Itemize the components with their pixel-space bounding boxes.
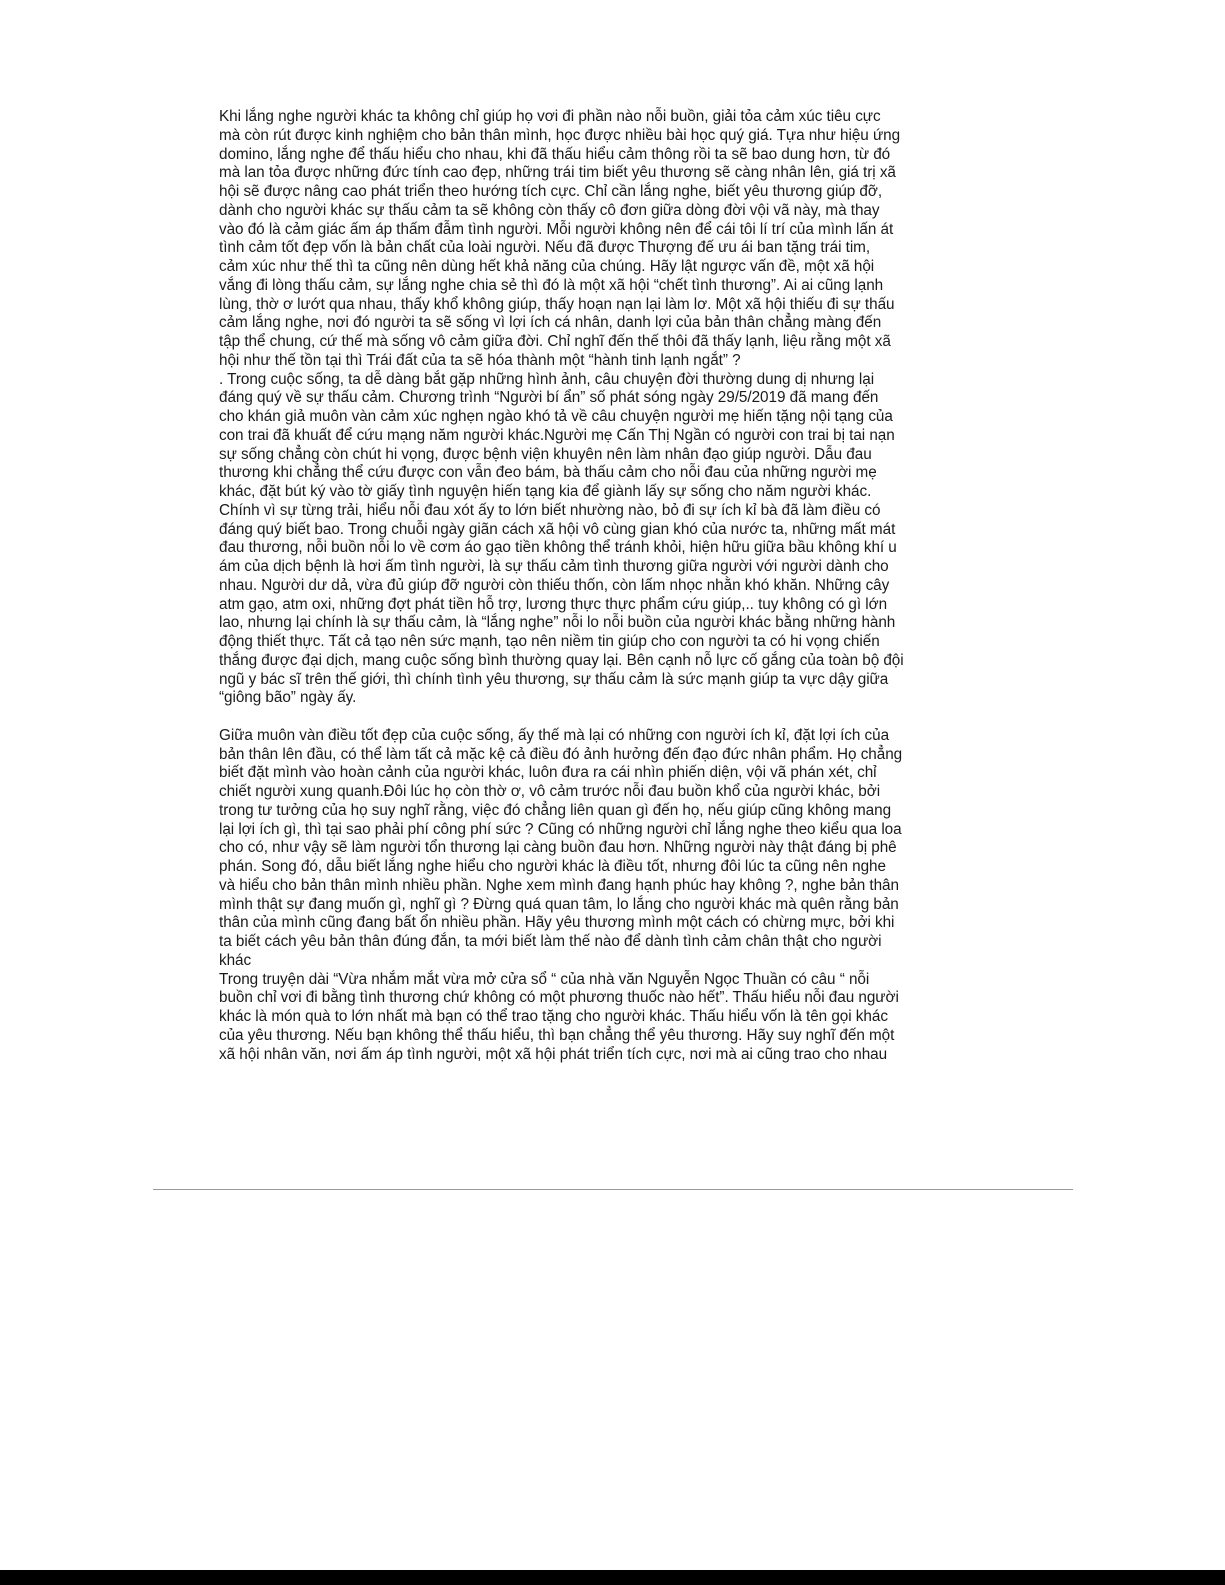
text-line: đau thương, nỗi buồn nỗi lo về cơm áo gạo tiền không thể tránh khỏi, hiện hữu giữa bầu không khí u: [219, 539, 897, 557]
text-line: Trong truyện dài “Vừa nhắm mắt vừa mở cửa sổ “ của nhà văn Nguyễn Ngọc Thuần có câu “ nỗi: [219, 970, 870, 988]
paragraph-spacer: [219, 708, 964, 727]
paragraph-3: [219, 727, 964, 971]
text-line: chiết người xung quanh.Đôi lúc họ còn thờ ơ, vô cảm trước nỗi đau buồn khổ của người khác, bởi: [219, 783, 881, 800]
paragraph-4: [219, 971, 964, 1065]
text-line: thương khi chẳng thể cứu được con vẫn đeo bám, bà thấu cảm cho nỗi đau của những người mẹ: [219, 464, 877, 482]
text-line: buồn chỉ vơi đi bằng tình thương chứ không có một phương thuốc nào hết”. Thấu hiểu nỗi đau người: [219, 989, 899, 1007]
page-divider: [153, 1189, 1073, 1190]
text-line: lao, nhưng lại chính là sự thấu cảm, là “lắng nghe” nỗi lo nỗi buồn của người khác bằng những hành: [219, 614, 896, 632]
text-line: bản thân lên đầu, có thể làm tất cả mặc kệ cả điều đó ảnh hưởng đến đạo đức nhân phẩm. Họ chẳng: [219, 745, 903, 763]
text-line: phán. Song đó, dẫu biết lắng nghe hiểu cho người khác là điều tốt, nhưng đôi lúc ta cũng nên nghe: [219, 858, 886, 875]
text-line: ám của dịch bệnh là hơi ấm tình người, là sự thấu cảm tình thương giữa người với người dành cho: [219, 558, 889, 575]
text-line: cảm lắng nghe, nơi đó người ta sẽ sống vì lợi ích cá nhân, danh lợi của bản thân chẳng màng đến: [219, 314, 882, 332]
text-line: Chính vì sự từng trải, hiểu nỗi đau xót ấy to lớn biết nhường nào, bỏ đi sự ích kỉ bà đã làm điều có: [219, 501, 881, 519]
text-line: “giông bão” ngày ấy.: [219, 689, 357, 707]
text-line: thân của mình cũng đang bất ổn nhiều phần. Hãy yêu thương mình một cách có chừng mực, bởi khi: [219, 914, 895, 932]
text-line: . Trong cuộc sống, ta dễ dàng bắt gặp những hình ảnh, câu chuyện đời thường dung dị nhưng lại: [219, 370, 875, 388]
text-line: mà còn rút được kinh nghiệm cho bản thân mình, học được nhiều bài học quý giá. Tựa như hiệu ứng: [219, 126, 901, 144]
text-line: xã hội nhân văn, nơi ấm áp tình người, một xã hội phát triển tích cực, nơi mà ai cũng trao cho nhau: [219, 1045, 888, 1063]
bottom-bar: [0, 1570, 1225, 1585]
text-line: khác, đặt bút ký vào tờ giấy tình nguyện hiến tạng kia để giành lấy sự sống cho năm người khác.: [219, 483, 872, 500]
text-line: mình thật sự đang muốn gì, nghĩ gì ? Đừng quá quan tâm, lo lắng cho người khác mà quên rằng bản: [219, 895, 899, 913]
paragraph-2: [219, 371, 964, 709]
text-line: biết đặt mình vào hoàn cảnh của người khác, luôn đưa ra cái nhìn phiến diện, vội vã phán xét, chỉ: [219, 764, 877, 782]
text-line: mà lan tỏa được những đức tính cao đẹp, những trái tim biết yêu thương sẽ càng nhân lên, giá trị xã: [219, 164, 896, 182]
text-line: đáng quý về sự thấu cảm. Chương trình “Người bí ẩn” số phát sóng ngày 29/5/2019 đã mang đến: [219, 389, 879, 407]
text-line: tập thể chung, cứ thế mà sống vô cảm giữa đời. Chỉ nghĩ đến thế thôi đã thấy lạnh, liệu rằng một xã: [219, 333, 891, 350]
text-line: hội như thế tồn tại thì Trái đất của ta sẽ hóa thành một “hành tinh lạnh ngắt” ?: [219, 351, 741, 369]
text-line: tình cảm tốt đẹp vốn là bản chất của loài người. Nếu đã được Thượng đế ưu ái ban tặng trái tim,: [219, 239, 871, 257]
text-line: domino, lắng nghe để thấu hiểu cho nhau, khi đã thấu hiểu cảm thông rồi ta sẽ bao dung hơn, từ đó: [219, 145, 891, 163]
text-line: thắng được đại dịch, mang cuộc sống bình thường quay lại. Bên cạnh nỗ lực cố gắng của toàn bộ đội: [219, 651, 904, 669]
text-line: Khi lắng nghe người khác ta không chỉ giúp họ vơi đi phần nào nỗi buồn, giải tỏa cảm xúc tiêu cực: [219, 108, 881, 125]
text-line: atm gạo, atm oxi, những đợt phát tiền hỗ trợ, lương thực thực phẩm cứu giúp,.. tuy không có gì lớn: [219, 595, 888, 613]
text-line: cho khán giả muôn vàn cảm xúc nghẹn ngào khó tả về câu chuyện người mẹ hiến tặng nội tạng của: [219, 408, 893, 425]
text-line: sự sống chẳng còn chút hi vọng, được bệnh viện khuyên nên làm nhân đạo giúp người. Dẫu đau: [219, 445, 872, 463]
text-line: hội sẽ được nâng cao phát triển theo hướng tích cực. Chỉ cần lắng nghe, biết yêu thương giúp đỡ,: [219, 183, 883, 200]
document-body: [219, 108, 964, 1064]
text-line: vắng đi lòng thấu cảm, sự lắng nghe chia sẻ thì đó là một xã hội “chết tình thương”. Ai ai cũng lạnh: [219, 276, 884, 294]
text-line: dành cho người khác sự thấu cảm ta sẽ không còn thấy cô đơn giữa dòng đời vội vã này, mà thay: [219, 201, 880, 219]
paragraph-1: [219, 108, 964, 371]
text-line: cho có, như vậy sẽ làm người tổn thương lại càng buồn đau hơn. Những người này thật đáng bị phê: [219, 839, 897, 857]
text-line: khác: [219, 951, 252, 969]
text-line: lại lợi ích gì, thì tại sao phải phí công phí sức ? Cũng có những người chỉ lắng nghe theo kiểu qua loa: [219, 820, 902, 838]
text-line: nhau. Người dư dả, vừa đủ giúp đỡ người còn thiếu thốn, còn lấm nhọc nhằn khó khăn. Những cây: [219, 576, 890, 594]
text-line: khác là món quà to lớn nhất mà bạn có thể trao tặng cho người khác. Thấu hiểu vốn là tên gọi khác: [219, 1008, 888, 1025]
text-line: động thiết thực. Tất cả tạo nên sức mạnh, tạo nên niềm tin giúp cho con người ta có hi vọng chiến: [219, 633, 880, 650]
text-line: cảm xúc như thế thì ta cũng nên dùng hết khả năng của chúng. Hãy lật ngược vấn đề, một xã hội: [219, 258, 875, 275]
text-line: ngũ y bác sĩ trên thế giới, thì chính tình yêu thương, sự thấu cảm là sức mạnh giúp ta vực dậy giữa: [219, 670, 889, 688]
text-line: ta biết cách yêu bản thân đúng đắn, ta mới biết làm thế nào để dành tình cảm chân thật cho người: [219, 933, 882, 950]
text-line: của yêu thương. Nếu bạn không thể thấu hiểu, thì bạn chẳng thể yêu thương. Hãy suy nghĩ đến một: [219, 1026, 895, 1044]
text-line: đáng quý biết bao. Trong chuỗi ngày giãn cách xã hội vô cùng gian khó của nước ta, những mất mát: [219, 520, 896, 538]
text-line: và hiểu cho bản thân mình nhiều phần. Nghe xem mình đang hạnh phúc hay không ?, nghe bản thân: [219, 876, 899, 894]
text-line: Giữa muôn vàn điều tốt đẹp của cuộc sống, ấy thế mà lại có những con người ích kỉ, đặt lợi ích của: [219, 726, 890, 744]
text-line: con trai đã khuất để cứu mạng năm người khác.Người mẹ Cấn Thị Ngần có người con trai bị tai nạn: [219, 426, 895, 444]
text-line: trong tư tưởng của họ suy nghĩ rằng, việc đó chẳng liên quan gì đến họ, nếu giúp cũng không mang: [219, 801, 892, 819]
text-line: lùng, thờ ơ lướt qua nhau, thấy khổ không giúp, thấy hoạn nạn lại làm lơ. Một xã hội thiếu đi sự thấu: [219, 295, 895, 313]
text-line: vào đó là cảm giác ấm áp thấm đẫm tình người. Mỗi người không nên để cái tôi lí trí của mình lấn át: [219, 220, 894, 238]
